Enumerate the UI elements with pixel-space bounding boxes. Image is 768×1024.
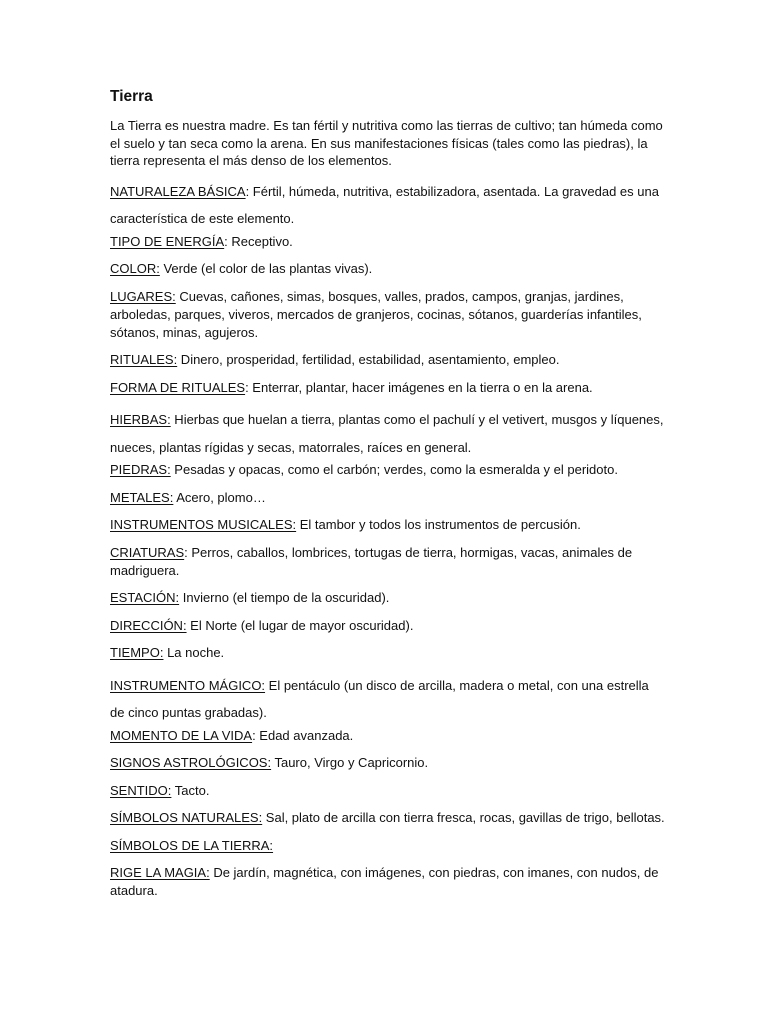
entry-naturaleza-basica	[110, 178, 665, 233]
entry-label: TIEMPO:	[110, 645, 164, 660]
entry-instrumentos-musicales	[110, 516, 665, 534]
entry-text: Invierno (el tiempo de la oscuridad).	[179, 590, 390, 605]
entry-criaturas	[110, 544, 665, 580]
entry-text: : Fértil, húmeda, nutritiva, estabilizadora, asentada. La gravedad es una característica de este elemento.	[110, 183, 659, 226]
entry-label: METALES:	[110, 489, 174, 505]
entry-color	[110, 260, 665, 278]
entry-simbolos-naturales	[110, 809, 665, 827]
entry-text: Sal, plato de arcilla con tierra fresca, rocas, gavillas de trigo, bellotas.	[262, 810, 665, 825]
entry-label: FORMA DE RITUALES	[110, 379, 246, 395]
entry-label: HIERBAS:	[110, 412, 171, 427]
entry-label: SIGNOS ASTROLÓGICOS:	[110, 755, 272, 770]
entry-label: SÍMBOLOS DE LA TIERRA:	[110, 837, 274, 853]
entry-label: TIPO DE ENERGÍA	[110, 233, 225, 249]
entry-text: Verde (el color de las plantas vivas).	[159, 261, 373, 276]
entry-simbolos-de-la-tierra	[110, 837, 665, 855]
entry-rituales	[110, 351, 665, 369]
entry-label: INSTRUMENTOS MUSICALES:	[110, 517, 297, 532]
entry-text: Acero, plomo…	[173, 489, 266, 505]
entry-label: NATURALEZA BÁSICA	[110, 183, 246, 199]
entry-text: Cuevas, cañones, simas, bosques, valles, prados, campos, granjas, jardines, arboledas, parques, viveros, mercados de granjeros, cocinas, sótanos, guarderías infantiles, sótanos, minas, agujeros.	[110, 288, 642, 340]
entry-text: De jardín, magnética, con imágenes, con piedras, con imanes, con nudos, de atadura.	[110, 865, 659, 898]
entry-text: : Receptivo.	[224, 233, 293, 249]
entry-direccion	[110, 617, 665, 635]
entry-sentido	[110, 782, 665, 800]
entry-label: COLOR:	[110, 261, 160, 276]
entry-label: PIEDRAS:	[110, 462, 171, 477]
entry-signos-astrologicos	[110, 754, 665, 772]
entry-piedras	[110, 461, 665, 479]
entry-lugares	[110, 288, 665, 342]
entry-label: ESTACIÓN:	[110, 590, 180, 605]
entry-momento-de-la-vida	[110, 727, 665, 745]
entry-text: Tacto.	[171, 782, 210, 798]
entry-label: LUGARES:	[110, 288, 176, 304]
entry-text: El pentáculo (un disco de arcilla, madera o metal, con una estrella de cinco puntas grabadas).	[110, 677, 649, 720]
entry-metales	[110, 489, 665, 507]
entry-text: Tauro, Virgo y Capricornio.	[271, 755, 429, 770]
entry-estacion	[110, 589, 665, 607]
entry-text: El tambor y todos los instrumentos de percusión.	[296, 517, 581, 532]
entry-rige-la-magia	[110, 864, 665, 900]
entry-text: : Perros, caballos, lombrices, tortugas de tierra, hormigas, vacas, animales de madriguera.	[110, 544, 633, 578]
entry-text: Pesadas y opacas, como el carbón; verdes, como la esmeralda y el peridoto.	[170, 462, 618, 477]
document-page	[110, 86, 665, 910]
entry-label: MOMENTO DE LA VIDA	[110, 727, 253, 743]
entry-label: RITUALES:	[110, 352, 178, 367]
entry-label: DIRECCIÓN:	[110, 617, 187, 633]
entry-text: El Norte (el lugar de mayor oscuridad).	[186, 617, 414, 633]
entry-text: : Edad avanzada.	[252, 727, 354, 743]
entry-text: Hierbas que huelan a tierra, plantas como el pachulí y el vetivert, musgos y líquenes, nueces, plantas rígidas y secas, matorrales, raíces en general.	[110, 412, 664, 455]
entry-label: SENTIDO:	[110, 782, 172, 798]
entry-label: SÍMBOLOS NATURALES:	[110, 810, 263, 825]
entry-tipo-de-energia	[110, 233, 665, 251]
entry-tiempo	[110, 644, 665, 662]
entry-label: RIGE LA MAGIA:	[110, 865, 210, 880]
document-title: Tierra	[110, 88, 153, 105]
entry-label: INSTRUMENTO MÁGICO:	[110, 677, 266, 693]
entry-text: : Enterrar, plantar, hacer imágenes en la tierra o en la arena.	[245, 379, 593, 395]
entry-forma-de-rituales	[110, 379, 665, 397]
entry-text: Dinero, prosperidad, fertilidad, estabilidad, asentamiento, empleo.	[177, 352, 560, 367]
entry-instrumento-magico	[110, 672, 665, 727]
entry-hierbas	[110, 406, 665, 461]
entry-text: La noche.	[163, 645, 225, 660]
entry-label: CRIATURAS	[110, 544, 185, 560]
intro-paragraph: La Tierra es nuestra madre. Es tan fértil y nutritiva como las tierras de cultivo; tan húmeda como el suelo y tan seca como la arena. En sus manifestaciones físicas (tales como las piedras), la tierra representa el más denso de los elementos.	[110, 118, 663, 168]
